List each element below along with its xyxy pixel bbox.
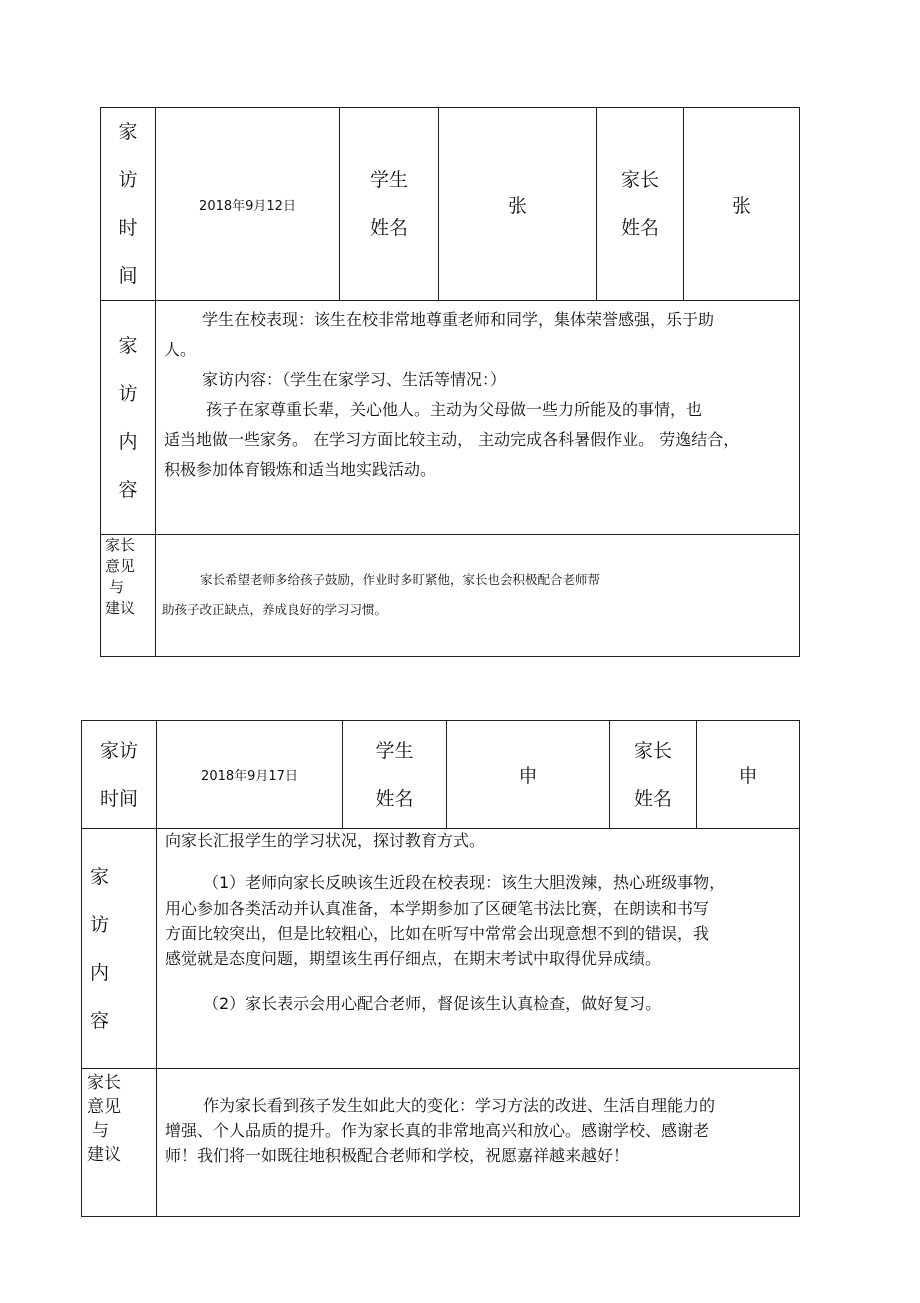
parent-opinion-label: 家长 意见 与 建议 <box>101 535 156 657</box>
content-line: （2）家长表示会用心配合老师，督促该生认真检查，做好复习。 <box>203 994 662 1013</box>
parent-opinion-label: 家长 意见 与 建议 <box>82 1069 157 1217</box>
student-name: 张 <box>439 108 597 301</box>
content-line: 积极参加体育锻炼和适当地实践活动。 <box>164 460 437 479</box>
content-line: 方面比较突出，但是比较粗心，比如在听写中常常会出现意想不到的错误，我 <box>165 924 710 943</box>
content-line: 家访内容：（学生在家学习、生活等情况：） <box>202 370 507 389</box>
content-line: （1）老师向家长反映该生近段在校表现：该生大胆泼辣，热心班级事物， <box>203 873 726 892</box>
opinion-line: 增强、个人品质的提升。作为家长真的非常地高兴和放心。感谢学校、感谢老 <box>165 1121 710 1140</box>
content-line: 适当地做一些家务。 在学习方面比较主动， 主动完成各科暑假作业。 劳逸结合， <box>164 430 740 449</box>
visit-date: 2018年9月12日 <box>156 108 340 301</box>
student-name-label: 学生 姓名 <box>340 108 439 301</box>
opinion-line: 师！我们将一如既往地积极配合老师和学校，祝愿嘉祥越来越好！ <box>165 1146 630 1165</box>
opinion-line: 助孩子改正缺点，养成良好的学习习惯。 <box>162 602 388 617</box>
content-line: 学生在校表现：该生在校非常地尊重老师和同学，集体荣誉感强，乐于助 <box>202 310 715 329</box>
visit-date: 2018年9月17日 <box>157 721 343 829</box>
opinion-line: 作为家长看到孩子发生如此大的变化：学习方法的改进、生活自理能力的 <box>203 1096 716 1115</box>
student-name: 申 <box>447 721 610 829</box>
content-line: 孩子在家尊重长辈，关心他人。主动为父母做一些力所能及的事情，也 <box>206 400 703 419</box>
content-line: 人。 <box>164 340 197 359</box>
visit-content <box>156 301 800 535</box>
parent-opinion <box>157 1069 800 1217</box>
parent-opinion <box>156 535 800 657</box>
content-intro: 向家长汇报学生的学习状况，探讨教育方式。 <box>165 831 486 850</box>
visit-time-label: 家访 时间 <box>82 721 157 829</box>
visit-content-label: 家 访 内 容 <box>82 829 157 1069</box>
opinion-line: 家长希望老师多给孩子鼓励，作业时多盯紧他，家长也会积极配合老师帮 <box>200 572 601 587</box>
visit-time-label: 家 访 时 间 <box>101 108 156 301</box>
home-visit-table-2 <box>81 720 800 1217</box>
content-line: 感觉就是态度问题，期望该生再仔细点，在期末考试中取得优异成绩。 <box>165 949 662 968</box>
parent-name-label: 家长 姓名 <box>597 108 684 301</box>
student-name-label: 学生 姓名 <box>343 721 447 829</box>
content-line: 用心参加各类活动并认真准备，本学期参加了区硬笔书法比赛，在朗读和书写 <box>165 899 710 918</box>
home-visit-table-1 <box>100 107 800 657</box>
visit-content-label: 家 访 内 容 <box>101 301 156 535</box>
parent-name-label: 家长 姓名 <box>610 721 697 829</box>
parent-name: 申 <box>697 721 800 829</box>
parent-name: 张 <box>684 108 800 301</box>
visit-content <box>157 829 800 1069</box>
